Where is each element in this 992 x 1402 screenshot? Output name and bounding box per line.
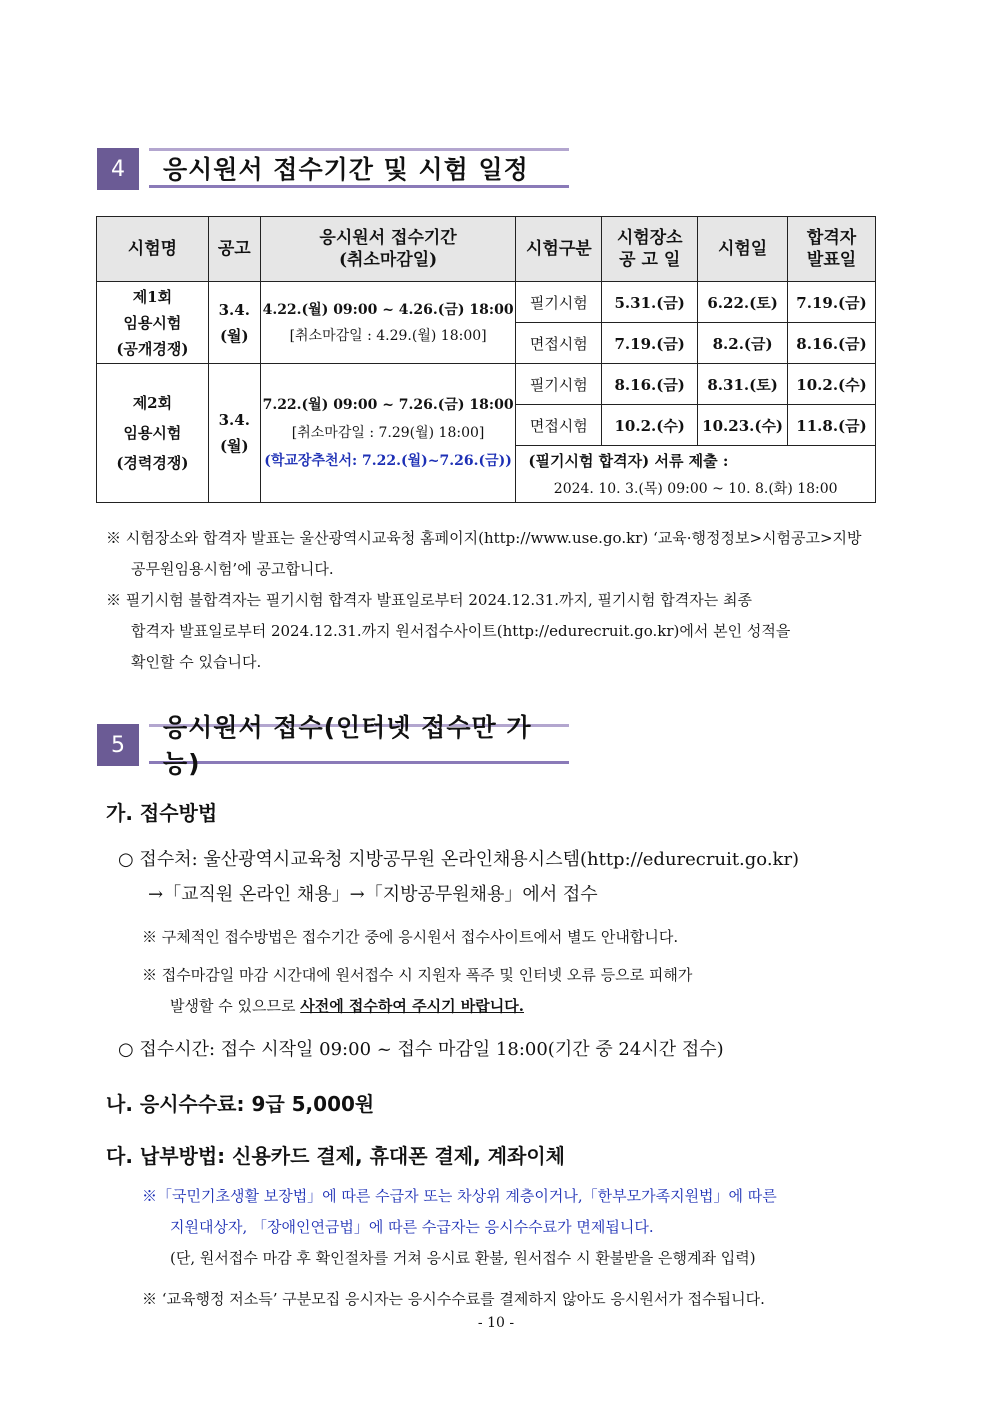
exam1-date-written: 6.22.(토): [698, 282, 788, 323]
refund-note: (단, 원서접수 마감 후 확인절차를 거쳐 응시료 환불, 원서접수 시 환불받을 은행계좌 입력): [170, 1249, 756, 1267]
section-number: 5: [97, 724, 139, 766]
header-result: 합격자 발표일: [788, 217, 876, 282]
exemption-note-cont: 지원대상자, 「장애인연금법」에 따른 수급자는 응시수수료가 면제됩니다.: [170, 1218, 654, 1236]
table-row: [97, 364, 876, 405]
table-header-row: [97, 217, 876, 282]
header-exam-name: 시험명: [97, 217, 209, 282]
header-place: 시험장소 공 고 일: [602, 217, 698, 282]
exam1-place-written: 5.31.(금): [602, 282, 698, 323]
section-title: 응시원서 접수기간 및 시험 일정: [149, 148, 569, 188]
reception-path: →「교직원 온라인 채용」→「지방공무원채용」에서 접수: [148, 884, 598, 905]
note-line: 공무원임용시험’에 공고합니다.: [131, 560, 334, 578]
early-apply-emphasis: 사전에 접수하여 주시기 바랍니다.: [300, 997, 524, 1015]
page-number: - 10 -: [477, 1315, 515, 1331]
exam1-date-interview: 8.2.(금): [698, 323, 788, 364]
exam2-result-interview: 11.8.(금): [788, 405, 876, 446]
section-title: 응시원서 접수(인터넷 접수만 가능): [149, 724, 569, 764]
exam1-type-interview: 면접시험: [516, 323, 602, 364]
header-notice: 공고: [208, 217, 260, 282]
section-number: 4: [97, 148, 139, 190]
schedule-table: [96, 216, 876, 503]
exam2-notice: 3.4. (월): [208, 364, 260, 503]
subsection-na-title: 나. 응시수수료: 9급 5,000원: [106, 1092, 375, 1116]
table-row: [97, 282, 876, 323]
note-line: ※ 시험장소와 합격자 발표는 울산광역시교육청 홈페이지(http://www.use.go.kr) ‘교육·행정정보>시험공고>지방: [106, 529, 862, 547]
header-period: 응시원서 접수기간 (취소마감일): [260, 217, 516, 282]
exam1-name: 제1회 임용시험 (공개경쟁): [97, 282, 209, 364]
note-line: 확인할 수 있습니다.: [131, 653, 262, 671]
exemption-note: ※「국민기초생활 보장법」에 따른 수급자 또는 차상위 계층이거나,「한부모가족지원법」에 따른: [142, 1187, 777, 1205]
exam2-place-interview: 10.2.(수): [602, 405, 698, 446]
header-type: 시험구분: [516, 217, 602, 282]
reception-time: ○ 접수시간: 접수 시작일 09:00 ~ 접수 마감일 18:00(기간 중 24시간 접수): [118, 1039, 724, 1060]
exam1-period: 4.22.(월) 09:00 ~ 4.26.(금) 18:00 [취소마감일 : 4.29.(월) 18:00]: [260, 282, 516, 364]
section-5-header: [97, 713, 569, 778]
exam2-result-written: 10.2.(수): [788, 364, 876, 405]
subsection-ga-title: 가. 접수방법: [106, 801, 218, 825]
deadline-note-cont: 발생할 수 있으므로 사전에 접수하여 주시기 바랍니다.: [170, 997, 524, 1015]
subsection-da-title: 다. 납부방법: 신용카드 결제, 휴대폰 결제, 계좌이체: [106, 1144, 565, 1168]
deadline-note: ※ 접수마감일 마감 시간대에 원서접수 시 지원자 폭주 및 인터넷 오류 등으로 피해가: [142, 966, 693, 984]
exam1-result-written: 7.19.(금): [788, 282, 876, 323]
note-line: ※ 필기시험 불합격자는 필기시험 합격자 발표일로부터 2024.12.31.까지, 필기시험 합격자는 최종: [106, 591, 752, 609]
exam1-type-written: 필기시험: [516, 282, 602, 323]
exam2-doc-title: (필기시험 합격자) 서류 제출 :: [516, 446, 876, 475]
exam2-place-written: 8.16.(금): [602, 364, 698, 405]
method-note: ※ 구체적인 접수방법은 접수기간 중에 응시원서 접수사이트에서 별도 안내합니다.: [142, 928, 679, 946]
exam2-type-interview: 면접시험: [516, 405, 602, 446]
exam2-doc-period: 2024. 10. 3.(목) 09:00 ~ 10. 8.(화) 18:00: [516, 474, 876, 503]
exam2-period: 7.22.(월) 09:00 ~ 7.26.(금) 18:00 [취소마감일 : 7.29(월) 18:00] (학교장추천서: 7.22.(월)~7.26.(금)): [260, 364, 516, 503]
exam1-place-interview: 7.19.(금): [602, 323, 698, 364]
exam2-date-written: 8.31.(토): [698, 364, 788, 405]
low-income-note: ※ ‘교육행정 저소득’ 구분모집 응시자는 응시수수료를 결제하지 않아도 응시원서가 접수됩니다.: [142, 1290, 765, 1308]
header-date: 시험일: [698, 217, 788, 282]
section4-notes: [106, 523, 906, 678]
exam1-notice: 3.4. (월): [208, 282, 260, 364]
exam2-name: 제2회 임용시험 (경력경쟁): [97, 364, 209, 503]
reception-place: ○ 접수처: 울산광역시교육청 지방공무원 온라인채용시스템(http://edurecruit.go.kr): [118, 849, 800, 870]
exam1-result-interview: 8.16.(금): [788, 323, 876, 364]
exam2-date-interview: 10.23.(수): [698, 405, 788, 446]
exam2-type-written: 필기시험: [516, 364, 602, 405]
section-4-header: [97, 148, 569, 194]
note-line: 합격자 발표일로부터 2024.12.31.까지 원서접수사이트(http://edurecruit.go.kr)에서 본인 성적을: [131, 622, 791, 640]
